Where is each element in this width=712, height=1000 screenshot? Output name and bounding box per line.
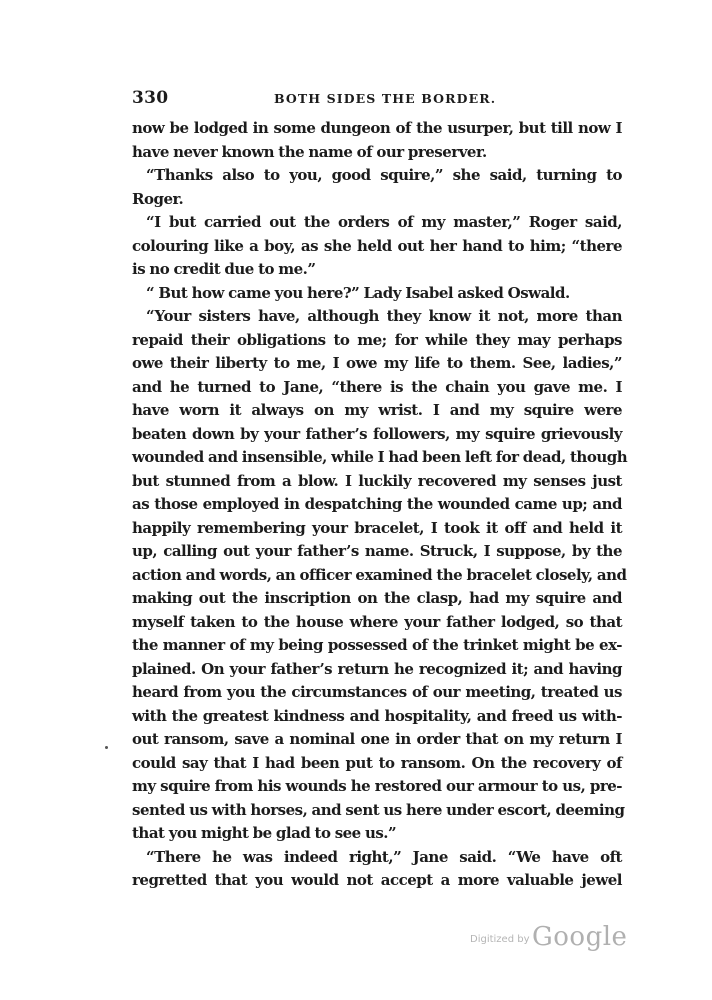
text-line: out ransom, save a nominal one in order that on my return I — [132, 730, 622, 748]
text-line: plained. On your father’s return he recognized it; and having — [132, 659, 622, 678]
page-header — [132, 88, 622, 108]
text-line: heard from you the circumstances of our meeting, treated us — [132, 683, 622, 701]
text-line: beaten down by your father’s followers, my squire grievously — [132, 424, 622, 443]
text-line: “There he was indeed right,” Jane said. “We have oft — [146, 847, 622, 866]
text-line: the manner of my being possessed of the trinket might be ex- — [132, 636, 622, 654]
text-line: Roger. — [132, 189, 184, 208]
text-line: myself taken to the house where your father lodged, so that — [132, 612, 622, 631]
text-line: colouring like a boy, as she held out her hand to him; “there — [132, 236, 622, 255]
text-line: my squire from his wounds he restored our armour to us, pre- — [132, 777, 622, 795]
text-line: action and words, an officer examined the bracelet closely, and — [132, 565, 627, 584]
digitized-by-google-watermark — [470, 922, 628, 956]
text-line: that you might be glad to see us.” — [132, 824, 397, 842]
text-line: “Your sisters have, although they know it not, more than — [146, 307, 622, 325]
google-logo: Google — [532, 922, 628, 952]
text-line: could say that I had been put to ransom. On the recovery of — [132, 753, 622, 772]
running-head: BOTH SIDES THE BORDER. — [274, 91, 497, 106]
text-line: sented us with horses, and sent us here under escort, deeming — [132, 800, 625, 819]
text-line: up, calling out your father’s name. Struck, I suppose, by the — [132, 542, 622, 560]
watermark-digitized-text: Digitized by — [470, 934, 530, 945]
body-text — [132, 117, 628, 893]
text-line: and he turned to Jane, “there is the chain you gave me. I — [132, 377, 622, 396]
page-number: 330 — [132, 88, 169, 108]
text-line: “ But how came you here?” Lady Isabel asked Oswald. — [146, 283, 570, 302]
text-line: wounded and insensible, while I had been left for dead, though — [132, 448, 628, 466]
text-line: but stunned from a blow. I luckily recovered my senses just — [132, 471, 622, 490]
text-line: happily remembering your bracelet, I took it off and held it — [132, 518, 622, 537]
text-line: now be lodged in some dungeon of the usurper, but till now I — [132, 119, 622, 137]
text-line: regretted that you would not accept a more valuable jewel — [132, 871, 622, 889]
text-line: is no credit due to me.” — [132, 260, 316, 278]
text-line: owe their liberty to me, I owe my life to them. See, ladies,” — [132, 354, 622, 372]
text-line: as those employed in despatching the wounded came up; and — [132, 495, 622, 513]
text-line: repaid their obligations to me; for while they may perhaps — [132, 330, 622, 349]
text-line: “I but carried out the orders of my master,” Roger said, — [146, 213, 622, 231]
text-line: with the greatest kindness and hospitality, and freed us with- — [132, 706, 622, 725]
text-line: have never known the name of our preserver. — [132, 142, 487, 161]
text-line: making out the inscription on the clasp, had my squire and — [132, 589, 622, 607]
text-line: have worn it always on my wrist. I and my squire were — [132, 401, 622, 419]
text-line: “Thanks also to you, good squire,” she said, turning to — [146, 166, 622, 184]
scan-speck — [105, 746, 108, 749]
